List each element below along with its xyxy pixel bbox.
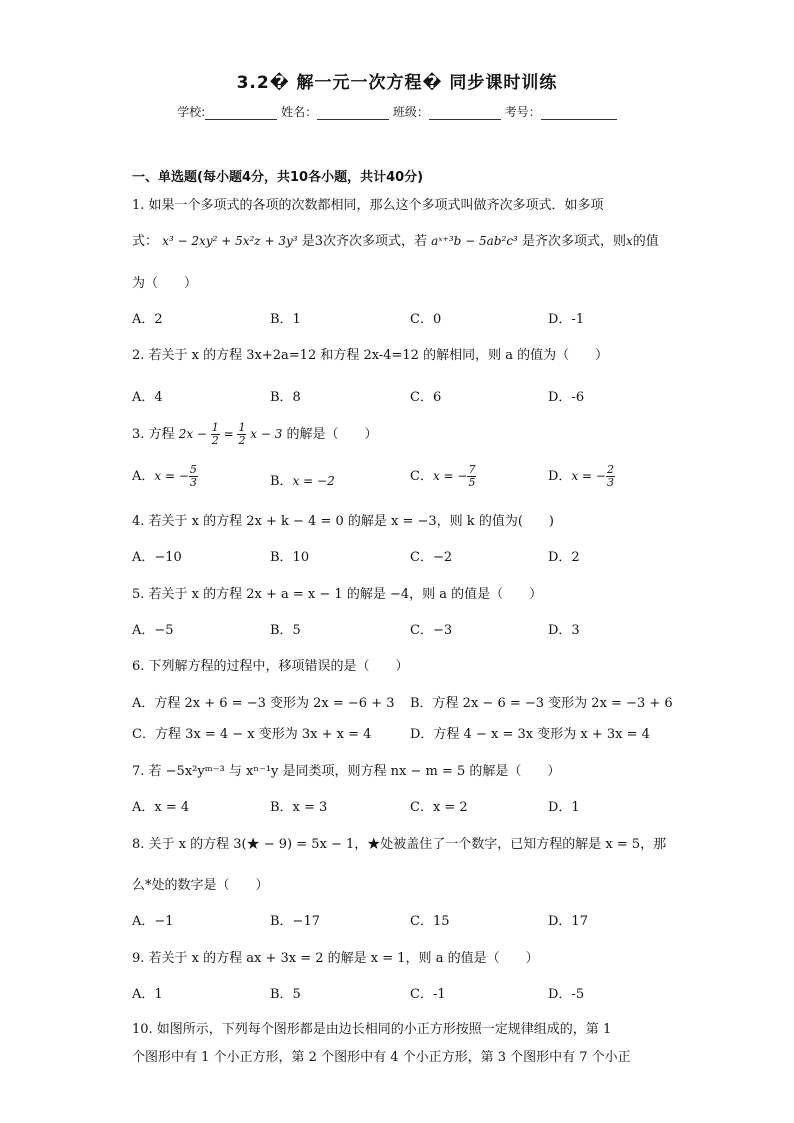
q4-text: 4. 若关于 x 的方程 2x + k − 4 = 0 的解是 x = −3，则 k 的值为( ) <box>132 514 554 529</box>
q1-var: x <box>626 234 633 248</box>
q6-option-a[interactable]: A．方程 2x + 6 = −3 变形为 2x = −6 + 3 <box>132 696 395 711</box>
q4-option-c[interactable]: C．−2 <box>410 550 453 565</box>
q9-option-b[interactable]: B．5 <box>270 987 301 1002</box>
q4-option-d[interactable]: D．2 <box>548 550 580 565</box>
q3-option-d[interactable]: D．x = − $\frac{2}{3}$ <box>548 463 614 489</box>
q2-option-b[interactable]: B．8 <box>270 390 301 405</box>
q2-option-a[interactable]: A．4 <box>132 390 163 405</box>
q3-text <box>132 422 378 447</box>
q7-option-d[interactable]: D．1 <box>548 800 580 815</box>
q1-end: 的值 <box>632 234 659 249</box>
q7-option-b[interactable]: B．x = 3 <box>270 800 328 815</box>
q2-text: 2. 若关于 x 的方程 3x+2a=12 和方程 2x-4=12 的解相同，则 a 的值为（ ） <box>132 348 609 363</box>
q6-option-c[interactable]: C．方程 3x = 4 − x 变形为 3x + x = 4 <box>132 727 372 742</box>
q3-suffix: 的解是（ ） <box>286 427 378 442</box>
q3-equation: 2x − $\frac{1}{2}$ = $\frac{1}{2}$ x − 3 <box>178 421 283 447</box>
q8-option-a[interactable]: A．−1 <box>132 914 174 929</box>
q2-option-c[interactable]: C．6 <box>410 390 442 405</box>
q1-option-a[interactable]: A．2 <box>132 312 163 327</box>
q4-option-b[interactable]: B．10 <box>270 550 310 565</box>
q1-prefix: 式： <box>132 234 159 249</box>
q1-example-polynomial: x³ − 2xy² + 5x²z + 3y³ <box>162 234 298 248</box>
q1-line2 <box>132 230 659 249</box>
exam-no-blank[interactable] <box>541 107 617 120</box>
q3-option-b[interactable]: B．x = −2 <box>270 474 335 489</box>
q8-option-d[interactable]: D．17 <box>548 914 588 929</box>
q8-option-b[interactable]: B．−17 <box>270 914 320 929</box>
q1-option-b[interactable]: B．1 <box>270 312 301 327</box>
q5-option-b[interactable]: B．5 <box>270 623 301 638</box>
q1-line1: 1. 如果一个多项式的各项的次数都相同，那么这个多项式叫做齐次多项式．如多项 <box>132 198 604 213</box>
page-title: 3.2� 解一元一次方程� 同步课时训练 <box>236 73 558 93</box>
q6-option-d[interactable]: D．方程 4 − x = 3x 变形为 x + 3x = 4 <box>410 727 650 742</box>
q1-target-polynomial: aˣ⁺³b − 5ab²c³ <box>431 234 518 248</box>
q3-fraction-half-left: $\frac{1}{2}$ <box>211 421 219 447</box>
class-blank[interactable] <box>429 107 501 120</box>
q9-text: 9. 若关于 x 的方程 ax + 3x = 2 的解是 x = 1，则 a 的值是（ ） <box>132 951 539 966</box>
class-label: 班级： <box>392 105 429 119</box>
q3-prefix: 3. 方程 <box>132 427 175 442</box>
q9-option-a[interactable]: A．1 <box>132 987 163 1002</box>
q5-option-c[interactable]: C．−3 <box>410 623 453 638</box>
q7-option-c[interactable]: C．x = 2 <box>410 800 468 815</box>
q4-option-a[interactable]: A．−10 <box>132 550 182 565</box>
q3-option-c[interactable]: C．x = − $\frac{7}{5}$ <box>410 463 476 489</box>
q8-option-c[interactable]: C．15 <box>410 914 450 929</box>
name-label: 姓名： <box>281 105 318 119</box>
q8-line2: 么*处的数字是（ ） <box>132 878 269 893</box>
q7-option-a[interactable]: A．x = 4 <box>132 800 190 815</box>
q3-option-a[interactable]: A．x = − $\frac{5}{3}$ <box>132 463 197 489</box>
school-label: 学校: <box>177 105 206 119</box>
q5-option-a[interactable]: A．−5 <box>132 623 174 638</box>
q5-option-d[interactable]: D．3 <box>548 623 580 638</box>
q9-option-c[interactable]: C．-1 <box>410 987 446 1002</box>
school-blank[interactable] <box>205 107 277 120</box>
q1-line3: 为（ ） <box>132 276 198 291</box>
q2-option-d[interactable]: D．-6 <box>548 390 585 405</box>
q1-option-d[interactable]: D．-1 <box>548 312 585 327</box>
q9-option-d[interactable]: D．-5 <box>548 987 585 1002</box>
q8-line1: 8. 关于 x 的方程 3(★ − 9) = 5x − 1，★处被盖住了一个数字，已知方程的解是 x = 5，那 <box>132 837 667 852</box>
q6-option-b[interactable]: B．方程 2x − 6 = −3 变形为 2x = −3 + 6 <box>410 696 673 711</box>
q6-text: 6. 下列解方程的过程中，移项错误的是（ ） <box>132 659 409 674</box>
section-heading: 一、单选题(每小题4分，共10各小题，共计40分) <box>132 170 424 185</box>
q1-mid: 是3次齐次多项式，若 <box>301 234 427 249</box>
q5-text: 5. 若关于 x 的方程 2x + a = x − 1 的解是 −4，则 a 的值是（ ） <box>132 587 543 602</box>
q1-suffix: 是齐次多项式，则 <box>522 234 627 249</box>
exam-no-label: 考号： <box>504 105 541 119</box>
q10-line2: 个图形中有 1 个小正方形，第 2 个图形中有 4 个小正方形，第 3 个图形中有 7 个小正 <box>132 1050 631 1065</box>
q7-text: 7. 若 −5x²yᵐ⁻³ 与 xⁿ⁻¹y 是同类项，则方程 nx − m = 5 的解是（ ） <box>132 764 561 779</box>
q1-option-c[interactable]: C．0 <box>410 312 442 327</box>
q3-fraction-half-right: $\frac{1}{2}$ <box>238 421 246 447</box>
q10-line1: 10. 如图所示，下列每个图形都是由边长相同的小正方形按照一定规律组成的，第 1 <box>132 1022 612 1037</box>
student-info-line <box>0 103 794 120</box>
name-blank[interactable] <box>317 107 389 120</box>
